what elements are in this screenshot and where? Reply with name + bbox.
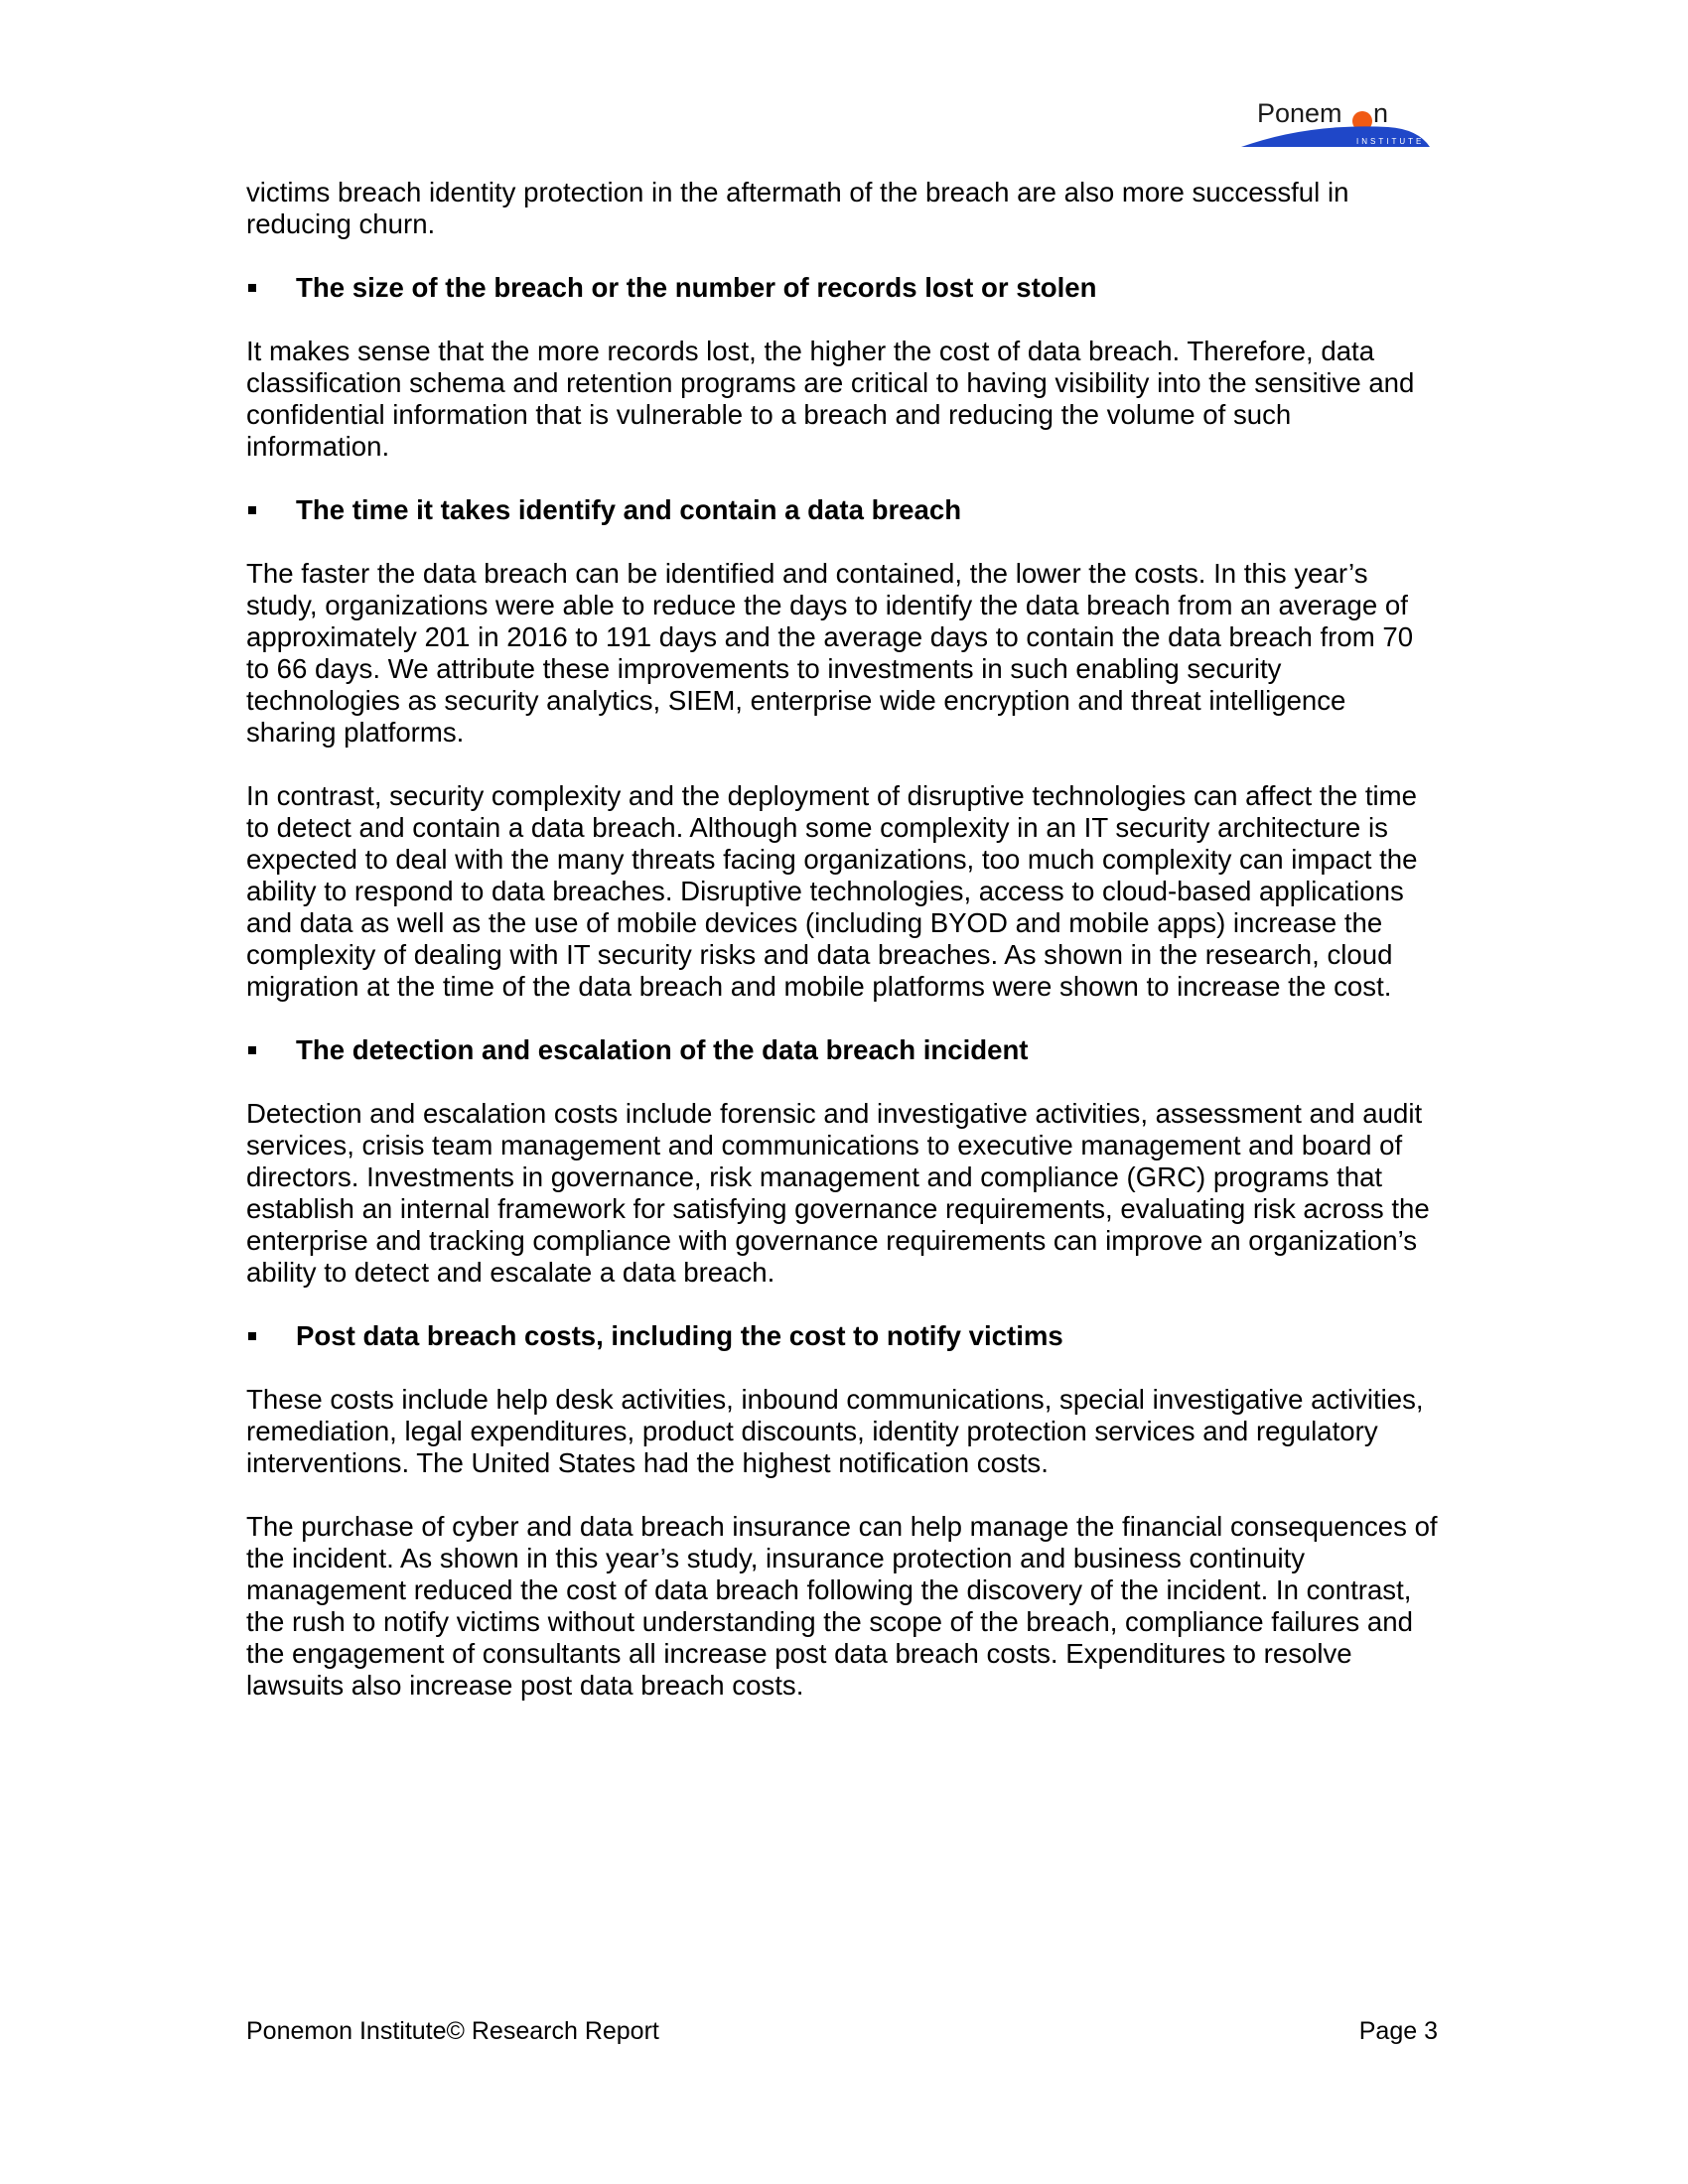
paragraph: In contrast, security complexity and the deployment of disruptive technologies can affect the time to detect and contain a data breach. Although some complexity in an IT security architecture is expected to deal with the many threats facing organizations, too much complexity can impact the ability to respond to data breaches. Disruptive technologies, access to cloud-based applications and data as well as the use of mobile devices (including BYOD and mobile apps) increase the complexity of dealing with IT security risks and data breaches. As shown in the research, cloud migration at the time of the data breach and mobile platforms were shown to increase the cost.	[246, 780, 1418, 1002]
paragraph: These costs include help desk activities, inbound communications, special investigative activities, remediation, legal expenditures, product discounts, identity protection services and regulatory interventions. The United States had the highest notification costs.	[246, 1384, 1424, 1478]
ponemon-logo-graphic	[1239, 97, 1434, 153]
bullet-square-icon	[248, 1332, 256, 1340]
bullet-heading-text: The size of the breach or the number of records lost or stolen	[296, 272, 1097, 303]
logo-text-pre: Ponem	[1257, 98, 1342, 128]
bullet-heading	[246, 494, 1438, 526]
bullet-heading-text: Post data breach costs, including the cost to notify victims	[296, 1320, 1063, 1351]
paragraph: It makes sense that the more records lost, the higher the cost of data breach. Therefore, data classification schema and retention programs are critical to having visibility into the sensitive and confidential information that is vulnerable to a breach and reducing the volume of such information.	[246, 336, 1415, 462]
body-content	[246, 177, 1438, 1733]
paragraph: Detection and escalation costs include forensic and investigative activities, assessment and audit services, crisis team management and communications to executive management and board of directors. Investments in governance, risk management and compliance (GRC) programs that establish an internal framework for satisfying governance requirements, evaluating risk across the enterprise and tracking compliance with governance requirements can improve an organization’s ability to detect and escalate a data breach.	[246, 1098, 1430, 1288]
bullet-square-icon	[248, 506, 256, 514]
paragraph: victims breach identity protection in the aftermath of the breach are also more successful in reducing churn.	[246, 177, 1349, 239]
logo-text-post: n	[1373, 98, 1389, 128]
bullet-heading-text: The detection and escalation of the data breach incident	[296, 1034, 1029, 1065]
ponemon-logo	[1239, 97, 1434, 153]
logo-sub: INSTITUTE	[1356, 137, 1425, 146]
paragraph: The purchase of cyber and data breach insurance can help manage the financial consequences of the incident. As shown in this year’s study, insurance protection and business continuity management reduced the cost of data breach following the discovery of the incident. In contrast, the rush to notify victims without understanding the scope of the breach, compliance failures and the engagement of consultants all increase post data breach costs. Expenditures to resolve lawsuits also increase post data breach costs.	[246, 1511, 1438, 1701]
bullet-heading-text: The time it takes identify and contain a data breach	[296, 494, 962, 525]
bullet-heading	[246, 272, 1438, 304]
bullet-heading	[246, 1320, 1438, 1352]
paragraph: The faster the data breach can be identified and contained, the lower the costs. In this year’s study, organizations were able to reduce the days to identify the data breach from an average of approximately 201 in 2016 to 191 days and the average days to contain the data breach from 70 to 66 days. We attribute these improvements to investments in such enabling security technologies as security analytics, SIEM, enterprise wide encryption and threat intelligence sharing platforms.	[246, 558, 1414, 748]
bullet-square-icon	[248, 1046, 256, 1054]
footer-page-number: Page 3	[1358, 2017, 1438, 2045]
bullet-square-icon	[248, 284, 256, 292]
bullet-heading	[246, 1034, 1438, 1066]
footer-report-title: Ponemon Institute© Research Report	[246, 2017, 659, 2045]
